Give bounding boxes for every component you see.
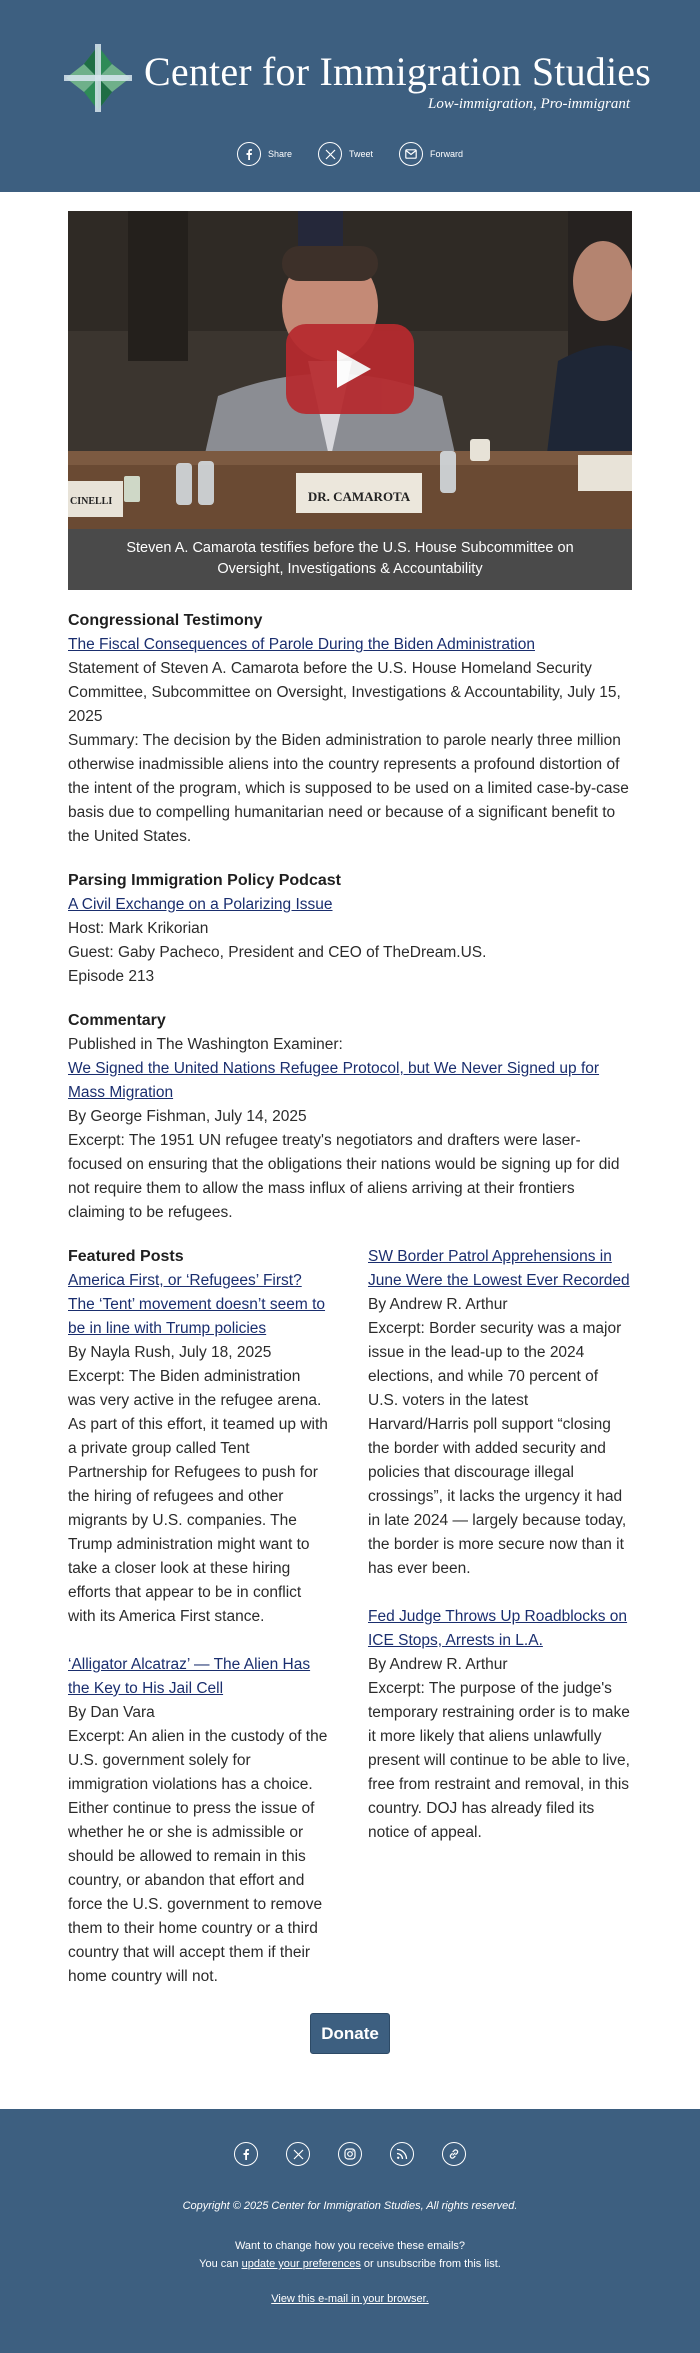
tweet-button[interactable] bbox=[318, 142, 373, 166]
commentary-heading: Commentary bbox=[68, 1012, 166, 1029]
featured-right-column bbox=[368, 1245, 632, 2013]
link-icon[interactable] bbox=[442, 2142, 466, 2166]
featured-post bbox=[368, 1245, 632, 1581]
podcast-link[interactable]: A Civil Exchange on a Polarizing Issue bbox=[68, 896, 333, 913]
copyright-prefix: Copyright © 2025 bbox=[182, 2200, 272, 2212]
view-in-browser bbox=[0, 2293, 700, 2305]
header-banner bbox=[0, 0, 700, 192]
podcast-guest: Guest: Gaby Pacheco, President and CEO of TheDream.US. bbox=[68, 944, 487, 961]
donate-button[interactable]: Donate bbox=[310, 2013, 390, 2054]
forward-button[interactable] bbox=[399, 142, 463, 166]
facebook-icon bbox=[237, 142, 261, 166]
x-icon[interactable] bbox=[286, 2142, 310, 2166]
update-preferences-link[interactable]: update your preferences bbox=[241, 2258, 361, 2270]
preferences-line bbox=[0, 2258, 700, 2270]
featured-heading: Featured Posts bbox=[68, 1248, 184, 1265]
testimony-statement: Statement of Steven A. Camarota before the U.S. House Homeland Security Committee, Subcommittee on Oversight, Investigations & Accountability, July 15, 2025 bbox=[68, 660, 621, 725]
copyright-suffix: , All rights reserved. bbox=[420, 2200, 518, 2212]
featured-post-byline: By Dan Vara bbox=[68, 1704, 155, 1721]
commentary-byline: By George Fishman, July 14, 2025 bbox=[68, 1108, 307, 1125]
footer bbox=[0, 2109, 700, 2353]
video-thumbnail[interactable] bbox=[68, 211, 632, 590]
change-emails-question: Want to change how you receive these emails? bbox=[234, 2240, 466, 2252]
featured-post-byline: By Andrew R. Arthur bbox=[368, 1656, 508, 1673]
logo-mark-icon bbox=[64, 44, 132, 112]
copyright bbox=[0, 2200, 700, 2212]
featured-post-link[interactable]: America First, or ‘Refugees’ First? The ‘Tent’ movement doesn’t seem to be in line with Trump policies bbox=[68, 1272, 326, 1337]
featured-post-link[interactable]: Fed Judge Throws Up Roadblocks on ICE Stops, Arrests in L.A. bbox=[368, 1608, 628, 1649]
featured-post bbox=[68, 1653, 332, 1989]
featured-post-excerpt: Excerpt: An alien in the custody of the U.S. government solely for immigration violations has a choice. Either continue to press the issue of whether he or she is admissible or should be allowed to remain in this country, or abandon that effort and force the U.S. government to remove them to their home country or a third country that will accept them if their home country will not. bbox=[68, 1728, 328, 1985]
featured-post bbox=[68, 1269, 332, 1629]
rss-icon[interactable] bbox=[390, 2142, 414, 2166]
you-can-text: You can bbox=[199, 2258, 242, 2270]
commentary-published: Published in The Washington Examiner: bbox=[68, 1036, 343, 1053]
logo[interactable] bbox=[64, 40, 652, 120]
view-in-browser-link[interactable]: View this e-mail in your browser. bbox=[271, 2293, 429, 2305]
forward-label: Forward bbox=[430, 149, 464, 159]
featured-post-excerpt: Excerpt: Border security was a major issue in the lead-up to the 2024 elections, and while 70 percent of U.S. voters in the latest Harvard/Harris poll support “closing the border with added security and policies that discourage illegal crossings”, it lacks the urgency it had in late 2024 — largely because today, the border is more secure now than it has ever been. bbox=[368, 1320, 627, 1577]
testimony-heading: Congressional Testimony bbox=[68, 612, 263, 629]
commentary-link[interactable]: We Signed the United Nations Refugee Protocol, but We Never Signed up for Mass Migration bbox=[68, 1060, 600, 1101]
instagram-icon[interactable] bbox=[338, 2142, 362, 2166]
play-icon bbox=[337, 350, 371, 388]
share-bar bbox=[0, 142, 700, 166]
org-name: Center for Immigration Studies bbox=[144, 49, 652, 94]
testimony-link[interactable]: The Fiscal Consequences of Parole During the Biden Administration bbox=[68, 636, 535, 653]
tweet-label: Tweet bbox=[349, 149, 374, 159]
commentary-excerpt: Excerpt: The 1951 UN refugee treaty's negotiators and drafters were laser-focused on ensuring that the obligations their nations would be signing up for did not require them to allow the mass influx of aliens arriving at their frontiers claiming to be refugees. bbox=[68, 1132, 620, 1221]
left-nameplate-label: CINELLI bbox=[70, 496, 113, 507]
testimony-section bbox=[68, 609, 632, 849]
podcast-episode: Episode 213 bbox=[68, 968, 155, 985]
testimony-summary: Summary: The decision by the Biden administration to parole nearly three million otherwise inadmissible aliens into the country represents a profound distortion of the intent of the program, which is supposed to be used on a limited case-by-case basis due to compelling humanitarian need or because of a significant benefit to the United States. bbox=[68, 732, 629, 845]
share-label: Share bbox=[267, 149, 292, 159]
nameplate-label: DR. CAMAROTA bbox=[307, 489, 411, 504]
featured-post-byline: By Andrew R. Arthur bbox=[368, 1296, 508, 1313]
video-caption: Steven A. Camarota testifies before the U.S. House Subcommittee on Oversight, Investigations & Accountability bbox=[68, 529, 632, 590]
featured-post-byline: By Nayla Rush, July 18, 2025 bbox=[68, 1344, 272, 1361]
podcast-host: Host: Mark Krikorian bbox=[68, 920, 209, 937]
copyright-org: Center for Immigration Studies bbox=[271, 2200, 421, 2212]
featured-post-excerpt: Excerpt: The Biden administration was very active in the refugee arena. As part of this effort, it teamed up with a private group called Tent Partnership for Refugees to push for the hiring of refugees and other migrants by U.S. companies. The Trump administration might want to take a closer look at these hiring efforts that appear to be in conflict with its America First stance. bbox=[68, 1368, 328, 1625]
social-links bbox=[0, 2142, 700, 2166]
featured-post-excerpt: Excerpt: The purpose of the judge's temporary restraining order is to make it more likely that aliens unlawfully present will continue to be able to live, free from restraint and removal, in this country. DOJ has already filed its notice of appeal. bbox=[368, 1680, 630, 1841]
play-button[interactable] bbox=[286, 324, 414, 414]
unsubscribe-text: or unsubscribe from this list. bbox=[360, 2258, 501, 2270]
tagline: Low-immigration, Pro-immigrant bbox=[428, 96, 630, 112]
x-icon bbox=[318, 142, 342, 166]
commentary-section bbox=[68, 1009, 632, 1225]
featured-post-link[interactable]: ‘Alligator Alcatraz’ — The Alien Has the Key to His Jail Cell bbox=[68, 1656, 311, 1697]
email-icon bbox=[399, 142, 423, 166]
podcast-section bbox=[68, 869, 632, 989]
featured-post bbox=[368, 1605, 632, 1845]
featured-post-link[interactable]: SW Border Patrol Apprehensions in June Were the Lowest Ever Recorded bbox=[368, 1248, 630, 1289]
donate-wrapper bbox=[68, 2013, 632, 2054]
podcast-heading: Parsing Immigration Policy Podcast bbox=[68, 872, 341, 889]
featured-left-column bbox=[68, 1245, 332, 2013]
main-content bbox=[68, 211, 632, 2054]
share-button[interactable] bbox=[237, 142, 292, 166]
facebook-icon[interactable] bbox=[234, 2142, 258, 2166]
featured-posts bbox=[68, 1245, 632, 2013]
